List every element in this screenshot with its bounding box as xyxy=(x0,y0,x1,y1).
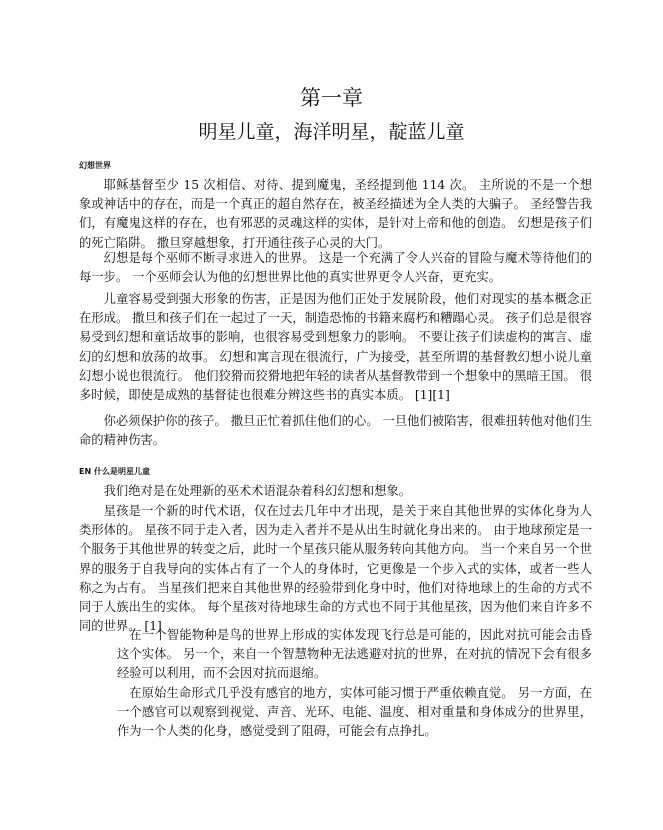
section-heading-fantasy-world: 幻想世界 xyxy=(79,161,111,170)
block-quote: 在一个智能物种是鸟的世界上形成的实体发现飞行总是可能的，因此对抗可能会击昏这个实体。 另一个，来自一个智慧物种无法逃避对抗的世界，在对抗的情况下会有很多经验可以利用，而不会因对抗而退缩。 xyxy=(117,628,592,681)
chapter-subtitle: 明星儿童，海洋明星，靛蓝儿童 xyxy=(198,121,465,143)
paragraph: 幻想是每个巫师不断寻求进入的世界。 这是一个充满了令人兴奋的冒险与魔术等待他们的每一步。 一个巫师会认为他的幻想世界比他的真实世界更令人兴奋，更充实。 xyxy=(79,251,592,285)
paragraph: 你必须保护你的孩子。 撒旦正忙着抓住他们的心。 一旦他们被陷害，很难扭转他对他们生命的精神伤害。 xyxy=(79,414,592,448)
block-quote: 在原始生命形式几乎没有感官的地方，实体可能习惯于严重依赖直觉。 另一方面，在一个感官可以观察到视觉、声音、光环、电能、温度、相对重量和身体成分的世界里，作为一个人类的化身，感觉受到了阻碍，可能会有点挣扎。 xyxy=(117,686,592,739)
section-heading-star-children: EN 什么是明星儿童 xyxy=(79,467,150,476)
chapter-title: 第一章 xyxy=(300,86,363,110)
paragraph: 耶稣基督至少 15 次相信、对待、提到魔鬼，圣经提到他 114 次。 主所说的不是一个想象或神话中的存在，而是一个真正的超自然存在，被圣经描述为全人类的大骗子。 圣经警告我们，有魔鬼这样的存在，也有邪恶的灵魂这样的实体，是针对上帝和他的创造。 幻想是孩子们的死亡陷阱。 撒旦穿越想象，打开通往孩子心灵的大门。 xyxy=(79,178,592,250)
paragraph: 星孩是一个新的时代术语，仅在过去几年中才出现，是关于来自其他世界的实体化身为人类形体的。 星孩不同于走入者，因为走入者并不是从出生时就化身出来的。 由于地球预定是一个服务于其他世界的转变之后，此时一个星孩只能从服务转向其他方向。 当一个来自另一个世界的服务于自我导向的实体占有了一个人的身体时，它更像是一个步入式的实体，或者一些人称之为占有。 当星孩们把来自其他世界的经验带到化身中时，他们对待地球上的生命的方式不同于人族出生的实体。 每个星孩对待地球生命的方式也不同于其他星孩，因为他们来自许多不同的世界。 [1] xyxy=(79,504,592,634)
paragraph: 儿童容易受到强大形象的伤害，正是因为他们正处于发展阶段，他们对现实的基本概念正在形成。 撒旦和孩子们在一起过了一天，制造恐怖的书籍来腐朽和糟蹋心灵。 孩子们总是很容易受到幻想和童话故事的影响，也很容易受到想象力的影响。 不要让孩子们读虚构的寓言、虚幻的幻想和放荡的故事。 幻想和寓言现在很流行，广为接受，甚至所谓的基督教幻想小说儿童幻想小说也很流行。 他们狡猾而狡猾地把年轻的读者从基督教带到一个想象中的黑暗王国。 很多时候，即使是成熟的基督徒也很难分辨这些书的真实本质。 [1][1] xyxy=(79,292,592,403)
paragraph: 我们绝对是在处理新的巫术术语混杂着科幻幻想和想象。 xyxy=(103,484,412,498)
